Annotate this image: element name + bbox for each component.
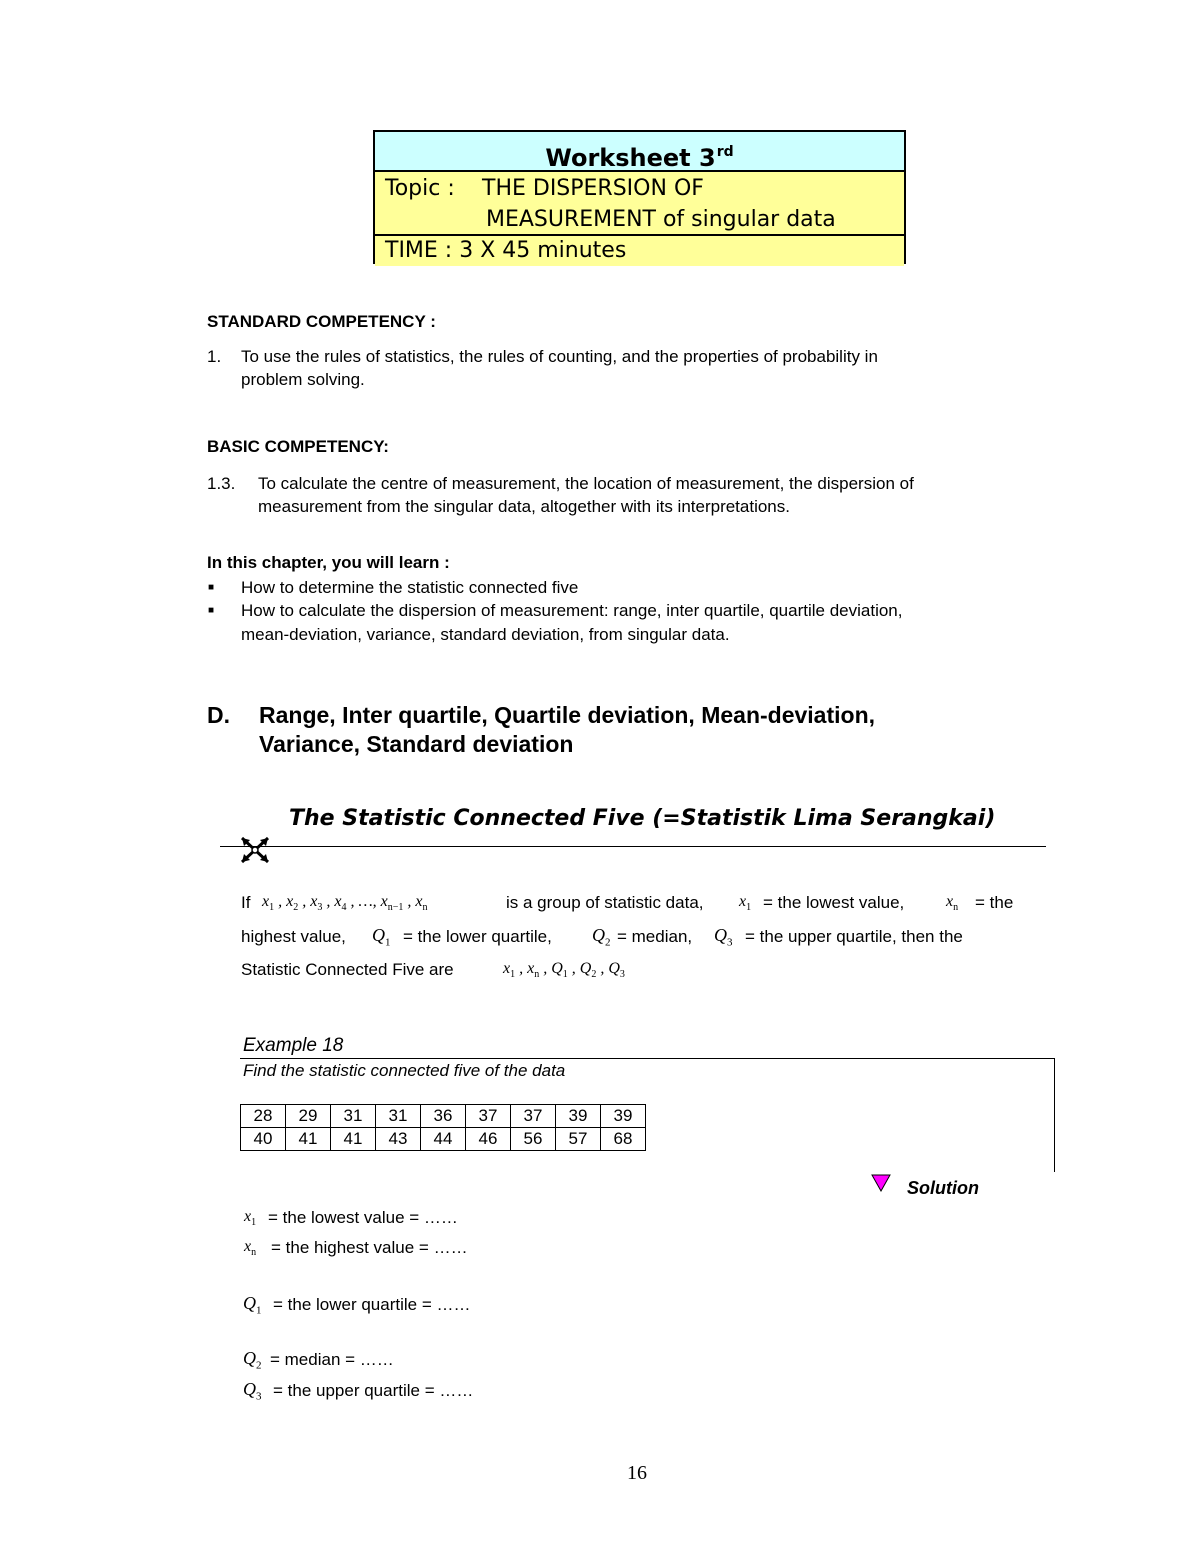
solution-label: Solution <box>907 1178 979 1198</box>
table-cell: 41 <box>331 1128 376 1151</box>
table-cell: 68 <box>601 1128 646 1151</box>
topic-label: Topic : <box>385 176 455 201</box>
table-cell: 46 <box>466 1128 511 1151</box>
math-q1: $Q_1$ <box>372 925 391 949</box>
scf-text-5: = the lower quartile, <box>403 927 552 946</box>
standard-competency-heading: STANDARD COMPETENCY : <box>207 312 436 331</box>
table-row <box>241 1105 646 1128</box>
page-number: 16 <box>627 1462 647 1484</box>
standard-line-1: To use the rules of statistics, the rules of counting, and the properties of probability in <box>241 347 878 366</box>
learn-heading: In this chapter, you will learn : <box>207 553 450 572</box>
math-q2: $Q_2$ <box>592 925 611 949</box>
bullet-square-icon: ■ <box>208 605 215 616</box>
math-five-list: $x_1$ , $x_n$ , $Q_1$ , $Q_2$ , $Q_3$ <box>503 960 625 981</box>
answer-upper-quartile: = the upper quartile = …… <box>273 1381 474 1400</box>
table-cell: 28 <box>241 1105 286 1128</box>
math-xn: $x_n$ <box>946 893 959 914</box>
section-title-line-1: Range, Inter quartile, Quartile deviation, Mean-deviation, <box>259 702 876 728</box>
scf-divider <box>220 846 1046 847</box>
scf-text-4: highest value, <box>241 927 346 946</box>
math-q2: $Q_2$ <box>243 1348 262 1372</box>
table-row <box>241 1128 646 1151</box>
table-cell: 39 <box>556 1105 601 1128</box>
scf-text-6: = median, <box>617 927 693 946</box>
math-q3: $Q_3$ <box>243 1379 262 1403</box>
example-prompt: Find the statistic connected five of the data <box>243 1061 566 1080</box>
answer-median: = median = …… <box>270 1350 394 1369</box>
math-x1: $x_1$ <box>739 893 752 914</box>
basic-number: 1.3. <box>207 474 236 493</box>
standard-line-2: problem solving. <box>241 370 365 389</box>
table-cell: 56 <box>511 1128 556 1151</box>
scf-text-7: = the upper quartile, then the <box>745 927 963 946</box>
learn-bullet-1: How to determine the statistic connected five <box>241 578 579 597</box>
math-sequence: $x_1$ , $x_2$ , $x_3$ , $x_4$ , …, $x_{n-1}$ , $x_n$ <box>262 893 428 914</box>
cross-ornament-icon <box>240 836 270 869</box>
learn-bullet-2-line-2: mean-deviation, variance, standard deviation, from singular data. <box>241 625 730 644</box>
scf-text-3: = the <box>975 893 1014 912</box>
topic-line-1: THE DISPERSION OF <box>482 176 704 201</box>
table-cell: 37 <box>466 1105 511 1128</box>
table-cell: 29 <box>286 1105 331 1128</box>
topic-line-2: MEASUREMENT of singular data <box>486 207 836 232</box>
table-cell: 39 <box>601 1105 646 1128</box>
example-title: Example 18 <box>243 1035 344 1056</box>
learn-bullet-2-line-1: How to calculate the dispersion of measurement: range, inter quartile, quartile deviation, <box>241 601 903 620</box>
table-cell: 41 <box>286 1128 331 1151</box>
data-table <box>240 1104 646 1151</box>
math-q3: $Q_3$ <box>714 925 733 949</box>
scf-title: The Statistic Connected Five (=Statistik Lima Serangkai) <box>289 806 996 831</box>
scf-text-1: is a group of statistic data, <box>506 893 704 912</box>
scf-text-8: Statistic Connected Five are <box>241 960 454 979</box>
worksheet-header <box>373 130 906 264</box>
answer-lower-quartile: = the lower quartile = …… <box>273 1295 471 1314</box>
section-title-line-2: Variance, Standard deviation <box>259 731 574 757</box>
basic-competency-heading: BASIC COMPETENCY: <box>207 437 389 456</box>
table-cell: 44 <box>421 1128 466 1151</box>
scf-if: If <box>241 893 251 912</box>
answer-lowest: = the lowest value = …… <box>268 1208 458 1227</box>
scf-text-2: = the lowest value, <box>763 893 905 912</box>
basic-line-2: measurement from the singular data, altogether with its interpretations. <box>258 497 790 516</box>
basic-line-1: To calculate the centre of measurement, the location of measurement, the dispersion of <box>258 474 914 493</box>
worksheet-time: TIME : 3 X 45 minutes <box>375 236 904 266</box>
math-q1: $Q_1$ <box>243 1293 262 1317</box>
worksheet-title: Worksheet 3rd <box>375 132 904 172</box>
table-cell: 37 <box>511 1105 556 1128</box>
bullet-square-icon: ■ <box>208 582 215 593</box>
table-cell: 31 <box>376 1105 421 1128</box>
table-cell: 36 <box>421 1105 466 1128</box>
table-cell: 57 <box>556 1128 601 1151</box>
math-x1: $x_1$ <box>244 1208 257 1229</box>
standard-number: 1. <box>207 347 222 366</box>
math-xn: $x_n$ <box>244 1238 257 1259</box>
solution-triangle-icon <box>871 1174 891 1197</box>
worksheet-topic <box>375 172 904 236</box>
answer-highest: = the highest value = …… <box>271 1238 468 1257</box>
section-letter: D. <box>207 702 230 728</box>
table-cell: 43 <box>376 1128 421 1151</box>
table-cell: 31 <box>331 1105 376 1128</box>
table-cell: 40 <box>241 1128 286 1151</box>
